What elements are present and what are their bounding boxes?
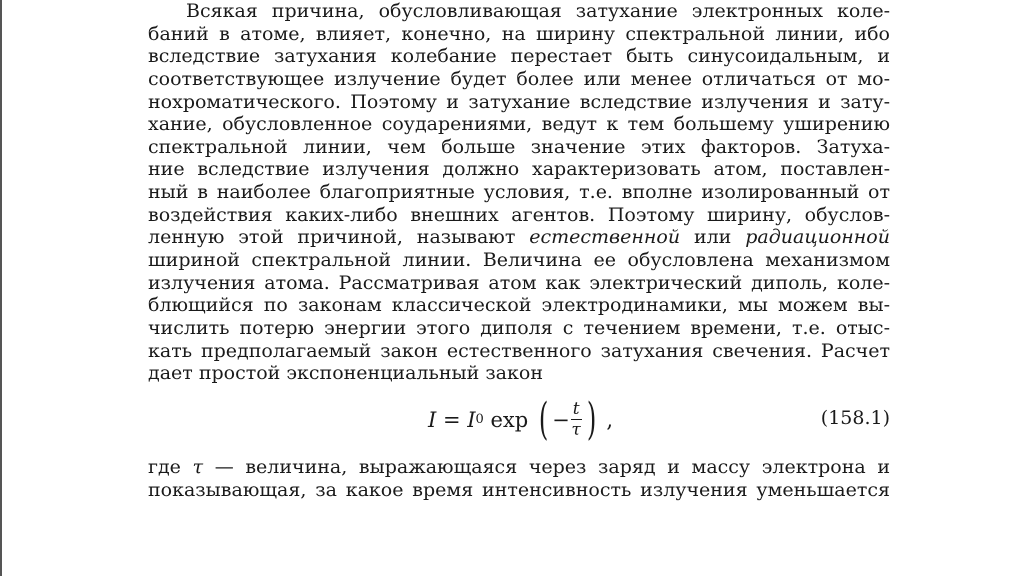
- eq-i0-sub: 0: [475, 412, 484, 428]
- text-line: нохроматического. Поэтому и затухание вследствие излучения и зату-: [148, 90, 890, 113]
- text-line: показывающая, за какое время интенсивность излучения уменьшается: [148, 478, 890, 501]
- text-line: соответствующее излучение будет более или менее отличаться от мо-: [148, 67, 890, 90]
- equation-number: (158.1): [820, 406, 890, 429]
- left-edge-rule: [0, 0, 2, 576]
- text-line: вследствие затухания колебание перестает быть синусоидальным, и: [148, 45, 890, 68]
- equation-body: [428, 395, 613, 445]
- text-line: баний в атоме, влияет, конечно, на ширину спектральной линии, ибо: [148, 22, 890, 45]
- eq-i0: I: [467, 407, 476, 432]
- right-paren: ): [586, 393, 596, 445]
- text-line: [148, 226, 890, 249]
- text-line: шириной спектральной линии. Величина ее обусловлена механизмом: [148, 249, 890, 272]
- eq-denominator: τ: [571, 420, 581, 441]
- emphasis-radiation: радиационной: [745, 226, 890, 249]
- text-span: — величина, выражающаяся через заряд и массу электрона и: [203, 455, 890, 478]
- tau-symbol: τ: [192, 455, 204, 478]
- eq-equals: =: [436, 407, 468, 432]
- eq-fraction: [571, 399, 582, 440]
- text-line: [148, 456, 890, 479]
- eq-lhs: I: [428, 407, 437, 432]
- text-line: кать предполагаемый закон естественного затухания свечения. Расчет: [148, 339, 890, 362]
- left-paren: (: [538, 393, 549, 445]
- text-line: хание, обусловленное соударениями, ведут к тем большему уширению: [148, 113, 890, 136]
- text-line: числить потерю энергии этого диполя с течением времени, т.е. отыс-: [148, 316, 890, 339]
- eq-minus: −: [552, 407, 570, 432]
- text-span: ленную этой причиной, называют: [148, 226, 530, 249]
- text-line: Всякая причина, обусловливающая затухание электронных коле-: [186, 0, 890, 22]
- text-line: ние вследствие излучения должно характеризовать атом, поставлен-: [148, 158, 890, 181]
- body-text: [148, 0, 890, 501]
- text-line: дает простой экспоненциальный закон: [148, 362, 543, 385]
- eq-exp: exp: [483, 407, 535, 432]
- text-line: спектральной линии, чем больше значение этих факторов. Затуха-: [148, 135, 890, 158]
- eq-trail: ,: [599, 407, 614, 432]
- text-span: где: [148, 455, 193, 478]
- text-line: ный в наиболее благоприятные условия, т.е. вполне изолированный от: [148, 181, 890, 204]
- eq-numerator: t: [572, 399, 580, 420]
- text-span: или: [680, 226, 746, 249]
- text-line: излучения атома. Рассматривая атом как электрический диполь, коле-: [148, 271, 890, 294]
- equation-158-1: [148, 387, 890, 453]
- text-line: воздействия каких-либо внешних агентов. Поэтому ширину, обуслов-: [148, 203, 890, 226]
- text-line: блющийся по законам классической электродинамики, мы можем вы-: [148, 294, 890, 317]
- emphasis-natural: естественной: [529, 226, 681, 249]
